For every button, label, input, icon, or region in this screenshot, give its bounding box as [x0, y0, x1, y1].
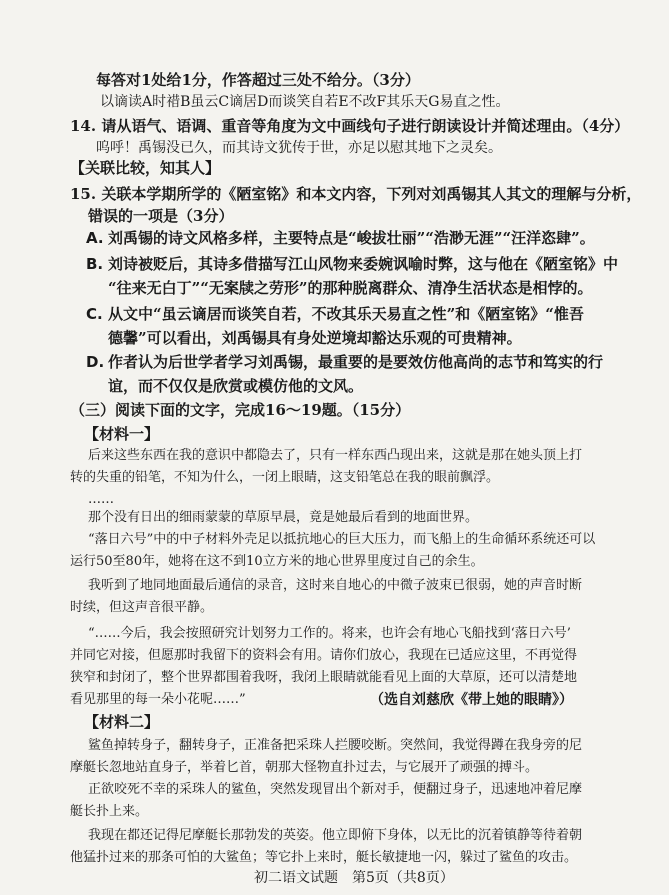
material1-line: 看见那里的每一朵小花呢……”: [70, 692, 246, 707]
page-footer: 初二语文试题 第5页（共8页）: [254, 870, 454, 886]
material1-line: 运行50至80年，她将在这不到10立方米的地心世界里度过自己的余生。: [70, 554, 484, 569]
option-b-text-1: 刘诗被贬后，其诗多借描写江山风物来委婉讽喻时弊，这与他在《陋室铭》中: [108, 255, 619, 273]
material1-line: 狭窄和封闭了，整个世界都围着我呀，我闭上眼睛就能看见上面的大草原，还可以清楚地: [70, 670, 578, 685]
section-label: 【关联比较，知其人】: [70, 159, 221, 177]
option-c-text-1: 从文中“虽云谪居而谈笑自若，不改其乐天易直之性”和《陋室铭》“惟吾: [108, 305, 584, 323]
material1-line: 我听到了地同地面最后通信的录音，这时来自地心的中微子波束已很弱，她的声音时断: [88, 578, 583, 593]
material2-label: 【材料二】: [84, 713, 160, 731]
option-c-mark: C.: [86, 305, 103, 323]
material1-line: “……今后，我会按照研究计划努力工作的。将来，也许会有地心飞船找到‘落日六号’: [88, 626, 571, 641]
material2-line: 鲨鱼掉转身子，翻转身子，正准备把采珠人拦腰咬断。突然间，我觉得蹲在我身旁的尼: [88, 738, 583, 753]
material1-line: “落日六号”中的中子材料外壳足以抵抗地心的巨大压力，而飞船上的生命循环系统还可以: [88, 532, 596, 547]
q13-scoring-note: 每答对1处给1分，作答超过三处不给分。（3分）: [96, 71, 420, 89]
material1-label: 【材料一】: [84, 425, 160, 443]
option-d-text-2: 谊，而不仅仅是欣赏或模仿他的文风。: [108, 377, 364, 395]
q14-sentence: 呜呼！禹锡没已久，而其诗文犹传于世，亦足以慰其地下之灵矣。: [96, 140, 502, 156]
material2-line: 摩艇长忽地站直身子，举着匕首，朝那大怪物直扑过去，与它展开了顽强的搏斗。: [70, 760, 539, 775]
material1-source: （选自刘慈欣《带上她的眼睛》）: [370, 692, 573, 708]
q15-question-cont: 错误的一项是（3分）: [88, 207, 234, 225]
part3-heading: （三）阅读下面的文字，完成16～19题。（15分）: [70, 401, 411, 419]
q13-answer: 以谪读A时䄍B虽云C谪居D而谈笑自若E不改F其乐天G易直之性。: [100, 94, 510, 110]
material1-line: 时续，但这声音很平静。: [70, 600, 214, 615]
material1-ellipsis: ……: [88, 492, 114, 507]
material2-line: 我现在都还记得尼摩艇长那勃发的英姿。他立即俯下身体，以无比的沉着镇静等待着朝: [88, 828, 583, 843]
option-a-mark: A.: [86, 229, 104, 247]
q15-question: 15. 关联本学期所学的《陋室铭》和本文内容，下列对刘禹锡其人其文的理解与分析，: [70, 185, 642, 203]
option-c-text-2: 德馨”可以看出，刘禹锡具有身处逆境却豁达乐观的可贵精神。: [108, 329, 522, 347]
material2-line: 正欲咬死不幸的采珠人的鲨鱼，突然发现冒出个新对手，便翻过身子，迅速地冲着尼摩: [88, 782, 583, 797]
material2-line: 艇长扑上来。: [70, 804, 149, 819]
option-d-text-1: 作者认为后世学者学习刘禹锡，最重要的是要效仿他高尚的志节和笃实的行: [108, 353, 604, 371]
material1-line: 并同它对接，但愿那时我留下的资料会有用。请你们放心，我现在已适应这里，不再觉得: [70, 648, 578, 663]
material1-line: 那个没有日出的细雨蒙蒙的草原早晨，竟是她最后看到的地面世界。: [88, 510, 479, 525]
option-b-mark: B.: [86, 255, 104, 273]
option-d-mark: D.: [86, 353, 105, 371]
option-a-text: 刘禹锡的诗文风格多样，主要特点是“峻拔壮丽”“浩渺无涯”“汪洋恣肆”。: [108, 229, 595, 247]
material2-line: 他猛扑过来的那条可怕的大鲨鱼；等它扑上来时，艇长敏捷地一闪，躲过了鲨鱼的攻击。: [70, 850, 578, 865]
material1-line: 转的失重的铅笔，不知为什么，一闭上眼睛，这支铅笔总在我的眼前飘浮。: [70, 470, 500, 485]
q14-question: 14. 请从语气、语调、重音等角度为文中画线句子进行朗读设计并简述理由。（4分）: [70, 117, 630, 135]
option-b-text-2: “往来无白丁”“无案牍之劳形”的那种脱离群众、清净生活状态是相悖的。: [108, 279, 593, 297]
material1-line: 后来这些东西在我的意识中都隐去了，只有一样东西凸现出来，这就是那在她头顶上打: [88, 448, 583, 463]
